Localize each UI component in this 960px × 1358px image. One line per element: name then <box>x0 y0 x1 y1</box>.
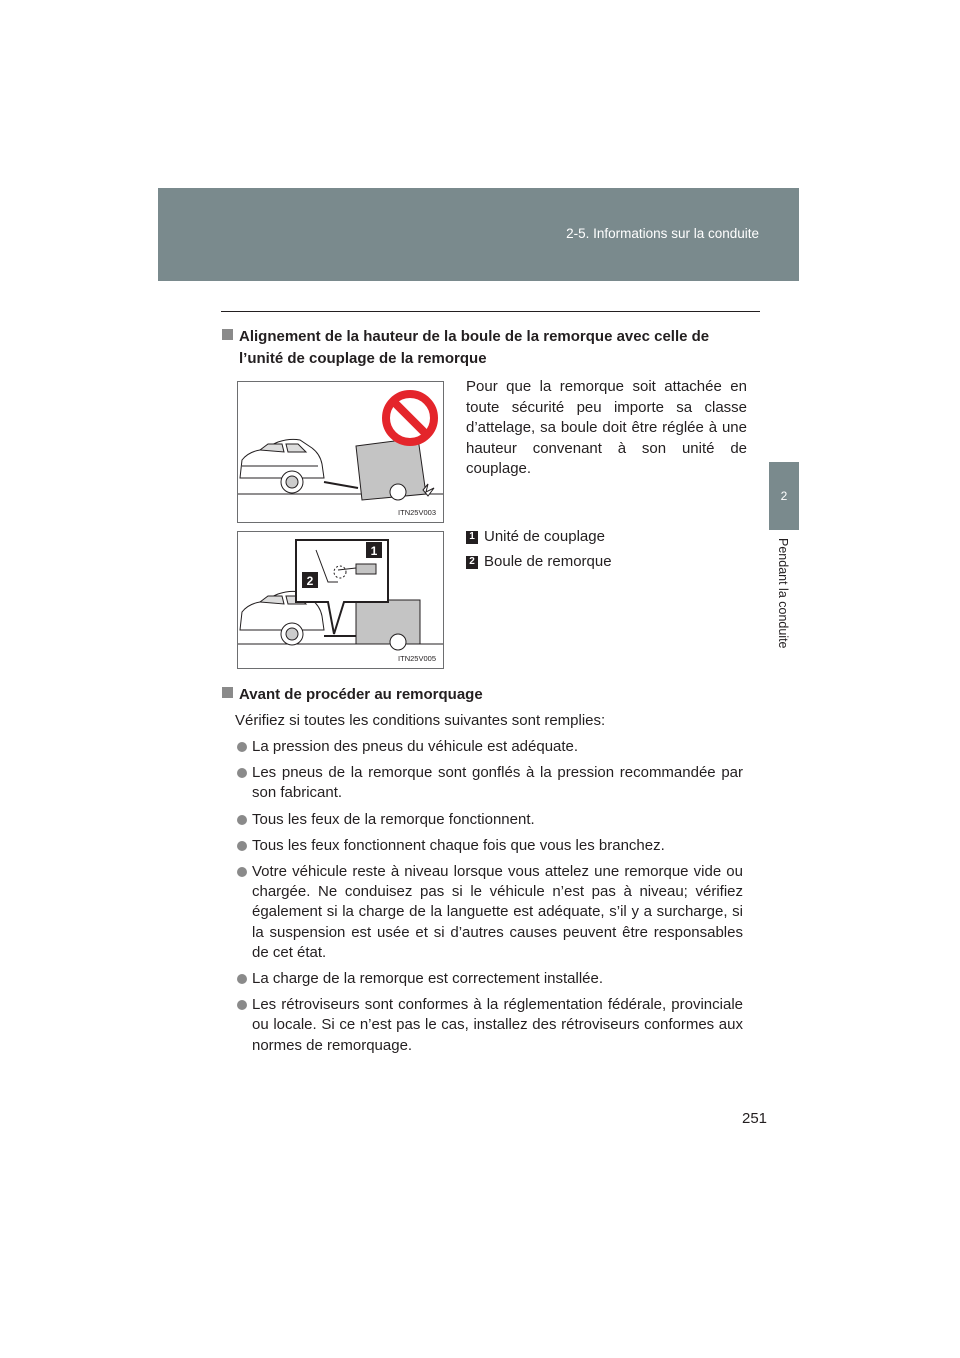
legend-item <box>466 527 605 547</box>
figure-code: ITN25V005 <box>398 654 436 663</box>
alignment-paragraph: Pour que la remorque soit attachée en toute sécurité peu importe sa classe d’attelage, sa boule doit être réglée à une hauteur convenant à son unité de couplage. <box>466 378 747 477</box>
legend-number-badge: 1 <box>466 531 478 544</box>
bullet-icon <box>237 1000 247 1010</box>
section-heading-alignment <box>222 326 752 370</box>
list-item: La charge de la remorque est correctement installée. <box>237 969 743 989</box>
legend-item <box>466 552 612 572</box>
bullet-icon <box>237 768 247 778</box>
legend-label: Unité de couplage <box>484 528 605 545</box>
list-item: Tous les feux de la remorque fonctionnent. <box>237 810 743 830</box>
checklist <box>237 737 743 1062</box>
heading-line-2: l’unité de couplage de la remorque <box>239 350 487 367</box>
bullet-icon <box>237 742 247 752</box>
trailer-aligned-illustration <box>238 532 443 668</box>
list-item: Tous les feux fonctionnent chaque fois que vous les branchez. <box>237 836 743 856</box>
figure-trailer-aligned <box>237 531 444 669</box>
heading-square-icon <box>222 687 233 698</box>
section-title: 2-5. Informations sur la conduite <box>566 226 759 241</box>
list-item: La pression des pneus du véhicule est adéquate. <box>237 737 743 757</box>
bullet-icon <box>237 815 247 825</box>
header-rule <box>221 311 760 312</box>
chapter-number: 2 <box>780 489 788 503</box>
trailer-icon <box>356 600 420 650</box>
heading-line-1: Alignement de la hauteur de la boule de la remorque avec celle de <box>239 328 710 345</box>
callout-1: 1 <box>370 544 378 558</box>
bullet-icon <box>237 974 247 984</box>
heading-square-icon <box>222 329 233 340</box>
bullet-icon <box>237 867 247 877</box>
heading-text: Avant de procéder au remorquage <box>239 686 483 703</box>
trailer-icon <box>356 438 426 500</box>
legend-label: Boule de remorque <box>484 553 612 570</box>
list-item: Les pneus de la remorque sont gonflés à la pression recommandée par son fabricant. <box>237 763 743 803</box>
list-item: Votre véhicule reste à niveau lorsque vous attelez une remorque vide ou chargée. Ne conduisez pas si le véhicule n’est pas à niveau; vérifiez également si la charge de la languette est adéquate, s’il y a surcharge, si la suspension est usée et si d’autres causes peuvent être responsables de cet état. <box>237 862 743 963</box>
prohibited-icon <box>386 394 434 442</box>
section-heading-before-towing <box>222 684 483 706</box>
figure-code: ITN25V003 <box>398 508 436 517</box>
chapter-side-label: Pendant la conduite <box>776 538 790 649</box>
header-band <box>158 188 799 281</box>
chapter-tab <box>769 462 799 530</box>
page-number: 251 <box>742 1110 768 1127</box>
checklist-intro: Vérifiez si toutes les conditions suivantes sont remplies: <box>235 712 606 729</box>
figure-trailer-misaligned <box>237 381 444 523</box>
bullet-icon <box>237 841 247 851</box>
legend-number-badge: 2 <box>466 556 478 569</box>
list-item: Les rétroviseurs sont conformes à la réglementation fédérale, provinciale ou locale. Si ce n’est pas le cas, installez des rétroviseurs conformes aux normes de remorquage. <box>237 995 743 1056</box>
callout-2: 2 <box>306 574 314 588</box>
trailer-misaligned-illustration <box>238 382 443 522</box>
car-icon <box>240 439 324 493</box>
